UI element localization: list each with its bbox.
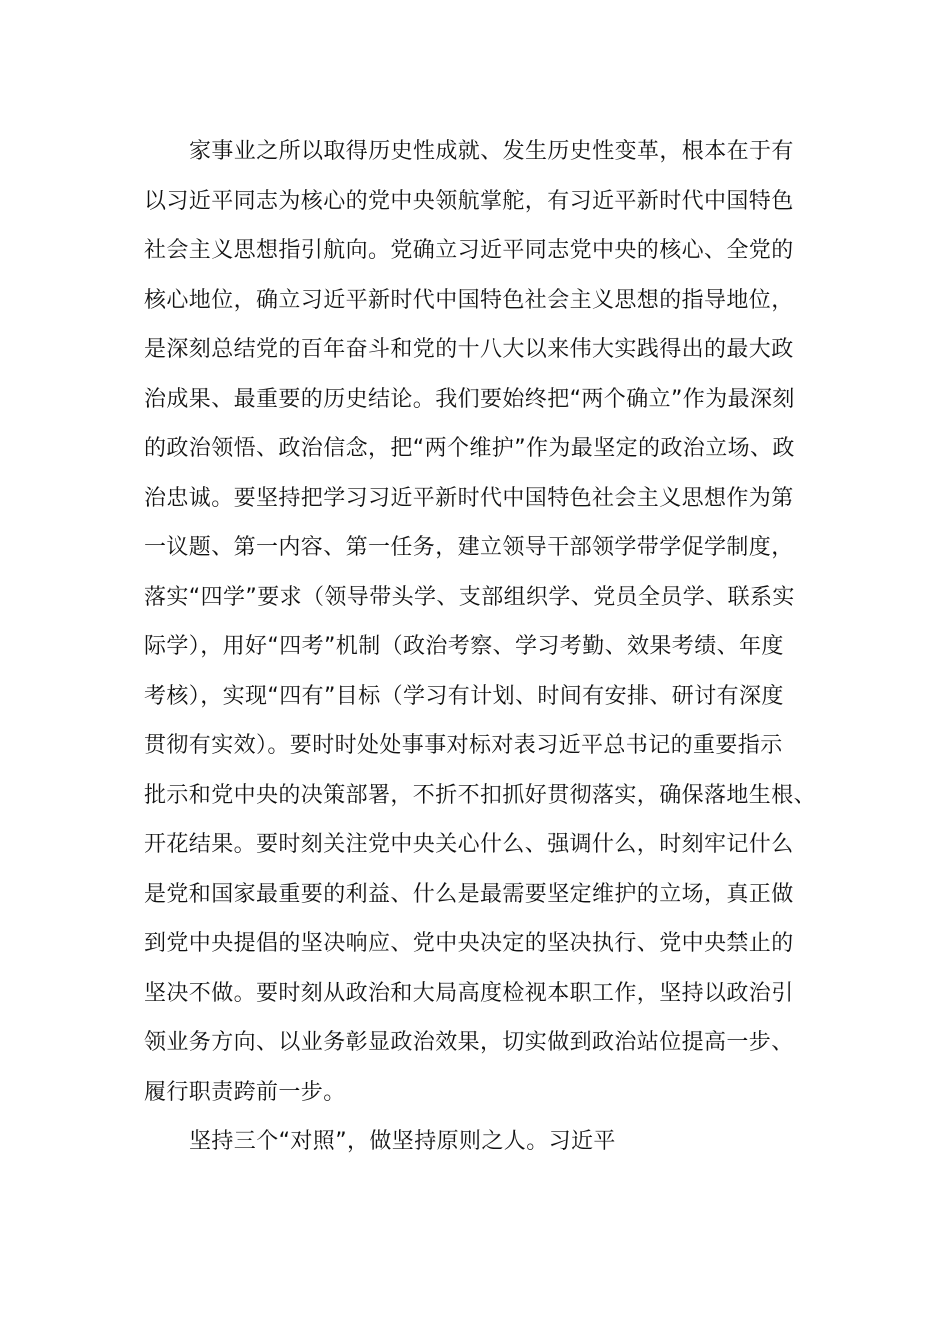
- paragraph-1-line-5: 是深刻总结党的百年奋斗和党的十八大以来伟大实践得出的最大政: [144, 337, 794, 362]
- paragraph-1-line-10: 落实“四学”要求（领导带头学、支部组织学、党员全员学、联系实: [144, 584, 795, 610]
- paragraph-1-line-13: 贯彻有实效）。要时时处处事事对标对表习近平总书记的重要指示: [144, 733, 783, 758]
- document-body: [144, 127, 824, 1167]
- paragraph-1-line-4: 核心地位，确立习近平新时代中国特色社会主义思想的指导地位，: [144, 287, 794, 313]
- paragraph-1-line-12: 考核），实现“四有”目标（学习有计划、时间有安排、研讨有深度: [144, 683, 784, 709]
- paragraph-1-line-20: 履行职责跨前一步。: [144, 1079, 346, 1105]
- paragraph-1-line-6: 治成果、最重要的历史结论。我们要始终把“两个确立”作为最深刻: [144, 386, 795, 412]
- paragraph-1-line-2: 以习近平同志为核心的党中央领航掌舵，有习近平新时代中国特色: [144, 188, 794, 214]
- paragraph-1-line-14: 批示和党中央的决策部署，不折不扣抓好贯彻落实，确保落地生根、: [144, 782, 817, 808]
- paragraph-1-line-19: 领业务方向、以业务彰显政治效果，切实做到政治站位提高一步、: [144, 1030, 794, 1055]
- paragraph-1-line-9: 一议题、第一内容、第一任务，建立领导干部领学带学促学制度，: [144, 535, 794, 560]
- paragraph-2-line-1: 坚持三个“对照”，做坚持原则之人。习近平: [189, 1129, 616, 1154]
- paragraph-1-line-7: 的政治领悟、政治信念，把“两个维护”作为最坚定的政治立场、政: [144, 436, 795, 461]
- paragraph-1-line-15: 开花结果。要时刻关注党中央关心什么、强调什么，时刻牢记什么: [144, 832, 794, 857]
- paragraph-1-line-3: 社会主义思想指引航向。党确立习近平同志党中央的核心、全党的: [144, 238, 794, 263]
- paragraph-1-line-8: 治忠诚。要坚持把学习习近平新时代中国特色社会主义思想作为第: [144, 485, 794, 511]
- paragraph-1-line-11: 际学），用好“四考”机制（政治考察、学习考勤、效果考绩、年度: [144, 634, 784, 659]
- paragraph-1-line-16: 是党和国家最重要的利益、什么是最需要坚定维护的立场，真正做: [144, 881, 794, 907]
- paragraph-1-line-17: 到党中央提倡的坚决响应、党中央决定的坚决执行、党中央禁止的: [144, 931, 794, 956]
- paragraph-1-line-1: 家事业之所以取得历史性成就、发生历史性变革，根本在于有: [189, 139, 794, 164]
- paragraph-1-line-18: 坚决不做。要时刻从政治和大局高度检视本职工作，坚持以政治引: [144, 980, 794, 1006]
